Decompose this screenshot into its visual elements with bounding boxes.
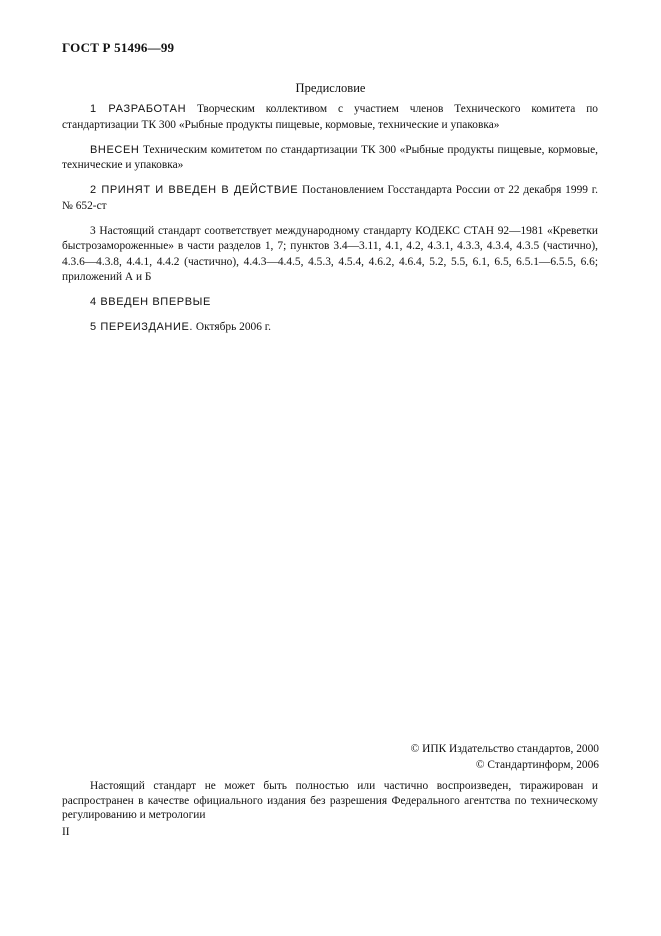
- preface-body: [62, 102, 598, 345]
- preface-item-3-text: 3 Настоящий стандарт соответствует международному стандарту КОДЕКС СТАН 92—1981 «Креветки быстрозамороженные» в части разделов 1, 7; пунктов 3.4—3.11, 4.1, 4.2, 4.3.1, 4.3.3, 4.3.4, 4.3.5 (частично), 4.3.6—4.3.8, 4.4.1, 4.4.2 (частично), 4.4.3—4.4.5, 4.5.3, 4.5.4, 4.6.2, 4.6.4, 5.2, 5.5, 6.1, 6.5, 6.5.1—6.5.5, 6.6; приложений А и Б: [62, 224, 598, 283]
- preface-item-1-label: 1 РАЗРАБОТАН: [90, 103, 187, 115]
- preface-item-2-text: Постановлением Госстандарта России от 22 декабря 1999 г. № 652-ст: [62, 184, 598, 212]
- copyright-line-2: © Стандартинформ, 2006: [475, 758, 599, 771]
- preface-item-5-text: Октябрь 2006 г.: [193, 321, 271, 333]
- copyright-block: [411, 742, 599, 773]
- preface-item-1b: [62, 143, 598, 174]
- preface-item-5-label: 5 ПЕРЕИЗДАНИЕ.: [90, 321, 194, 333]
- preface-item-1-text: Творческим коллективом с участием членов Технического комитета по стандартизации ТК 300 «Рыбные продукты пищевые, кормовые, технические и упаковка»: [62, 103, 598, 131]
- document-code: ГОСТ Р 51496—99: [62, 40, 175, 55]
- preface-item-4-label: 4 ВВЕДЕН ВПЕРВЫЕ: [90, 296, 211, 308]
- reproduction-notice: Настоящий стандарт не может быть полностью или частично воспроизведен, тиражирован и распространен в качестве официального издания без разрешения Федерального агентства по техническому регулированию и метрологии: [62, 780, 598, 821]
- preface-item-2-label: 2 ПРИНЯТ И ВВЕДЕН В ДЕЙСТВИЕ: [90, 184, 299, 196]
- preface-item-3: [62, 224, 598, 286]
- page-number: II: [62, 826, 70, 838]
- copyright-line-1: © ИПК Издательство стандартов, 2000: [410, 743, 599, 755]
- preface-item-2: [62, 183, 598, 214]
- preface-item-1b-text: Техническим комитетом по стандартизации ТК 300 «Рыбные продукты пищевые, кормовые, технические и упаковка»: [62, 143, 598, 171]
- preface-item-1b-label: ВНЕСЕН: [90, 143, 140, 156]
- preface-item-5: [62, 320, 598, 336]
- preface-title: Предисловие: [295, 81, 366, 95]
- preface-item-4: [62, 295, 598, 311]
- preface-item-1: [62, 102, 598, 133]
